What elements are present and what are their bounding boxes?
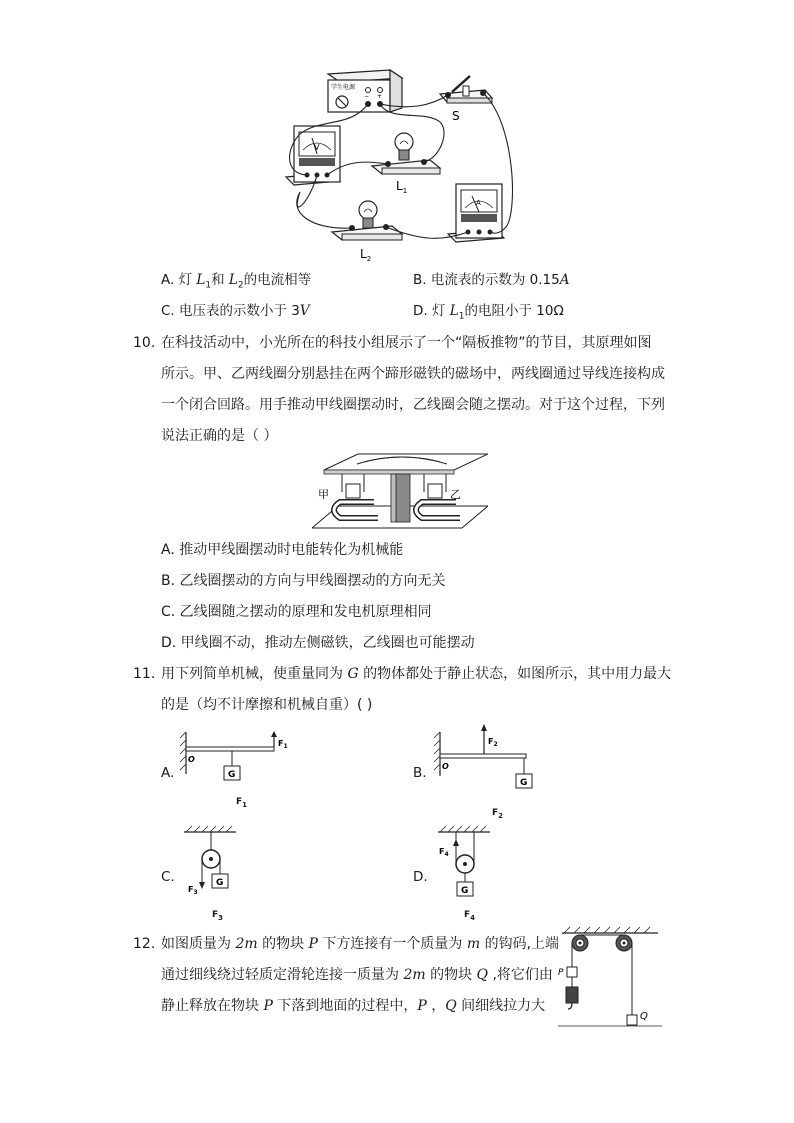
q11-option-b-lever-figure (430, 720, 550, 792)
q11-option-c-pulley-figure (180, 824, 240, 902)
power-supply-label: 学生电源 (331, 84, 356, 91)
svg-text:G: G (461, 886, 469, 896)
q11-option-d-pulley-figure (436, 824, 496, 906)
q9-option-a[interactable]: A. 灯 $L_1$和 $L_2$的电流相等 (161, 272, 312, 291)
q11-number: 11. (133, 666, 156, 682)
q12-stem-line-1: 如图质量为 2m 的物块 P 下方连接有一个质量为 m 的钩码,上端 (161, 936, 560, 952)
voltmeter-label: V (314, 143, 320, 152)
svg-text:P: P (558, 968, 564, 978)
q10-stem-line-1: 在科技活动中，小光所在的科技小组展示了一个“隔板推物”的节目，其原理如图 (161, 335, 652, 351)
q11-option-d-letter[interactable]: D. (413, 869, 428, 885)
svg-text:O: O (188, 755, 195, 764)
q10-stem-line-3: 一个闭合回路。用手推动甲线圈摆动时，乙线圈会随之摆动。对于这个过程，下列 (161, 397, 665, 413)
q11-option-c-caption: $F_3$ (212, 910, 224, 922)
q11-option-a-lever-figure (178, 730, 298, 790)
l1-label: $L_1$ (396, 179, 408, 195)
q9-option-d[interactable]: D. 灯 $L_1$的电阻小于 10Ω (413, 303, 564, 322)
svg-text:G: G (520, 778, 528, 788)
q9-circuit-figure (280, 62, 520, 262)
q11-option-a-letter[interactable]: A. (161, 765, 175, 781)
l2-label: $L_2$ (360, 247, 372, 262)
svg-text:+: + (377, 93, 383, 100)
q11-option-b-caption: $F_2$ (492, 808, 504, 820)
q10-option-a[interactable]: A. 推动甲线圈摆动时电能转化为机械能 (161, 542, 404, 558)
ammeter-label: A (476, 199, 481, 207)
q9-option-b[interactable]: B. 电流表的示数为 0.15A (413, 272, 570, 288)
q11-option-d-caption: $F_4$ (464, 910, 476, 922)
svg-text:Q: Q (640, 1011, 648, 1022)
q10-option-b[interactable]: B. 乙线圈摆动的方向与甲线圈摆动的方向无关 (161, 573, 446, 589)
coil-jia-label: 甲 (318, 488, 329, 501)
svg-text:F3: $F_3$ (188, 885, 198, 896)
bulb-l2 (332, 201, 402, 262)
q11-option-c-letter[interactable]: C. (161, 869, 175, 885)
q11-stem-line-1: 用下列简单机械，使重量同为 G 的物体都处于静止状态，如图所示，其中用力最大 (161, 666, 672, 682)
switch-label: S (452, 109, 460, 123)
svg-text:F1: $F_1$ (278, 739, 288, 750)
q11-option-b-letter[interactable]: B. (413, 765, 427, 781)
q12-stem-line-3: 静止释放在物块 P 下落到地面的过程中，P ，Q 间细线拉力大 (161, 998, 546, 1014)
coil-yi-label: 乙 (450, 488, 461, 501)
q11-option-a-caption: $F_1$ (236, 797, 248, 809)
switch-s (440, 76, 492, 123)
bulb-l1 (372, 133, 440, 195)
q12-number: 12. (133, 936, 156, 952)
svg-text:G: G (216, 878, 224, 888)
svg-text:F2: $F_2$ (488, 737, 498, 748)
q10-option-c[interactable]: C. 乙线圈随之摆动的原理和发电机原理相同 (161, 604, 432, 620)
svg-text:−: − (364, 93, 370, 100)
q10-number: 10. (133, 335, 156, 351)
svg-text:G: G (228, 770, 236, 780)
voltmeter (286, 126, 340, 185)
q10-stem-line-2: 所示。甲、乙两线圈分别悬挂在两个蹄形磁铁的磁场中，两线圈通过导线连接构成 (161, 366, 665, 382)
svg-text:F4: $F_4$ (439, 847, 449, 858)
q10-option-d[interactable]: D. 甲线圈不动，推动左侧磁铁，乙线圈也可能摆动 (161, 635, 475, 651)
q12-stem-line-2: 通过细线绕过轻质定滑轮连接一质量为 2m 的物块 Q ,将它们由 (161, 967, 553, 983)
q11-stem-line-2: 的是（均不计摩擦和机械自重）( ) (161, 697, 373, 713)
q10-coil-magnet-figure (312, 452, 488, 530)
q10-stem-line-4: 说法正确的是（ ） (161, 428, 278, 444)
q12-pulley-figure (558, 925, 662, 1029)
svg-text:O: O (442, 762, 449, 771)
q9-option-c[interactable]: C. 电压表的示数小于 3V (161, 303, 310, 319)
